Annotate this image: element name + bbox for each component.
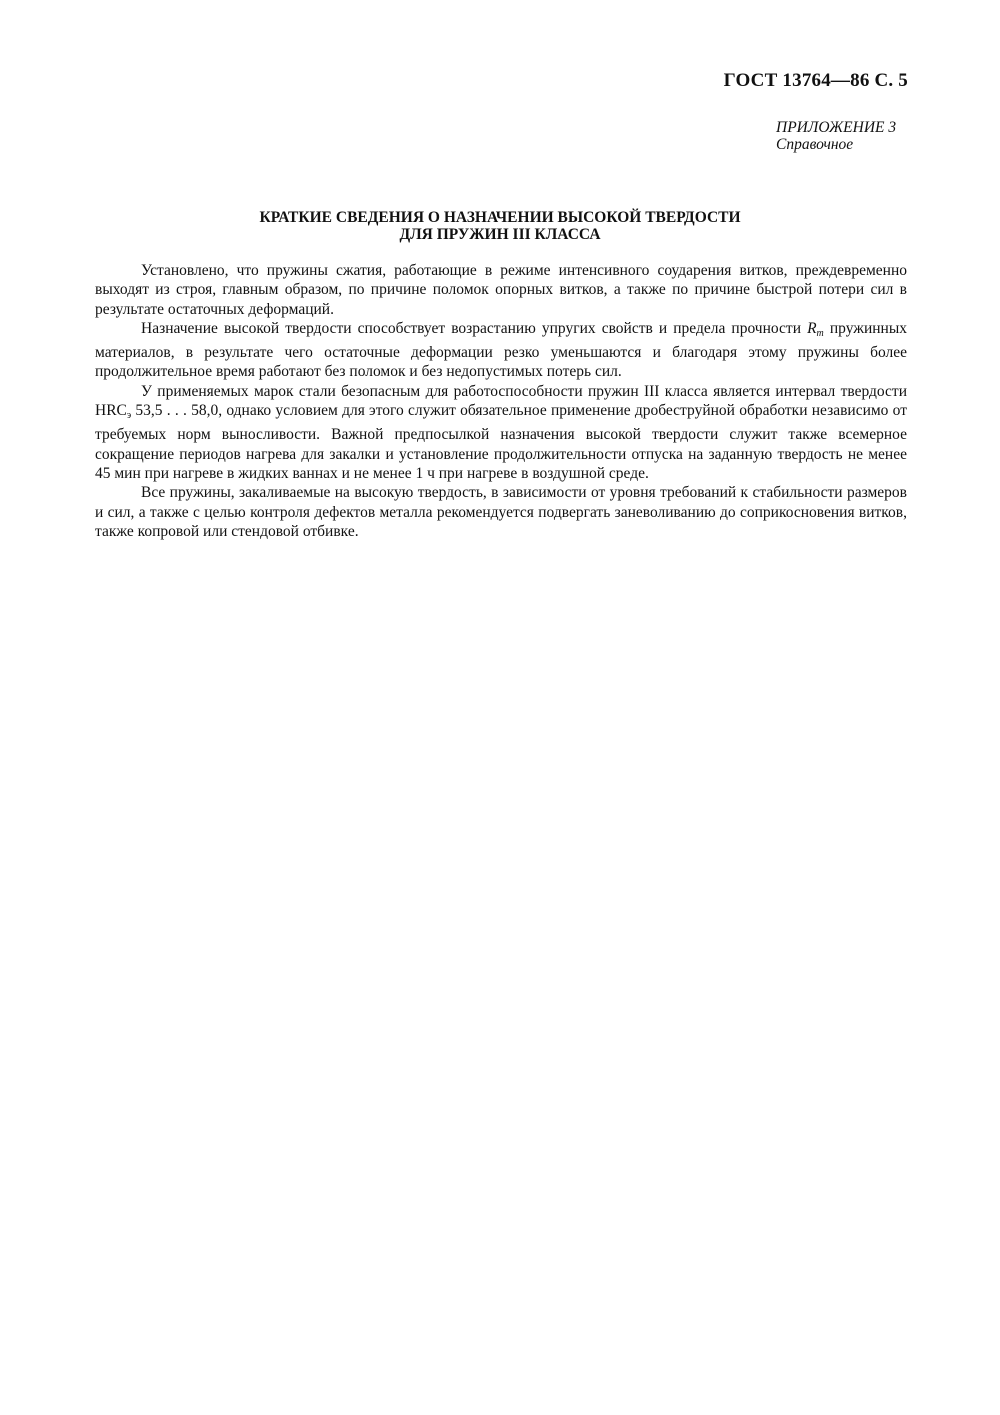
section-title-line-2: ДЛЯ ПРУЖИН III КЛАССА: [399, 226, 601, 243]
paragraph-1: Установлено, что пружины сжатия, работающие в режиме интенсивного соударения витков, преждевременно выходят из строя, главным образом, по причине поломок опорных витков, а также по причине быстрой потери сил в результате остаточных деформаций.: [95, 262, 907, 318]
paragraph-3-rest: 53,5 . . . 58,0, однако условием для этого служит обязательное применение дробеструйной обработки независимо от требуемых норм выносливости. Важной предпосылкой назначения высокой твердости служит также всемерное сокращение периодов нагрева для закалки и установление продолжительности отпуска на заданную твердость не менее 45 мин при нагреве в жидких ваннах и не менее 1 ч при нагреве в воздушной среде.: [95, 402, 907, 482]
tensile-strength-symbol: [807, 320, 824, 337]
paragraph-2-rest: пружинных материалов, в результате чего остаточные деформации резко уменьшаются и благодаря этому пружины более продолжительное время работают без поломок и без недопустимых потерь сил.: [95, 319, 908, 381]
paragraph-3-lead: У применяемых марок стали безопасным для работоспособности пружин III класса является интервал твердости HRC: [95, 382, 907, 420]
paragraph-3: [95, 382, 907, 483]
paragraph-2-lead: Назначение высокой твердости способствует возрастанию упругих свойств и предела прочности: [141, 319, 801, 337]
hrc-subscript: э: [126, 410, 132, 422]
body-text: [95, 261, 907, 541]
appendix-label: ПРИЛОЖЕНИЕ 3: [776, 119, 897, 136]
tensile-strength-letter: R: [807, 319, 817, 337]
paragraph-2: [95, 319, 907, 382]
section-title: [0, 209, 1000, 243]
appendix-type: Справочное: [776, 136, 854, 153]
appendix-block: [776, 119, 896, 153]
section-title-line-1: КРАТКИЕ СВЕДЕНИЯ О НАЗНАЧЕНИИ ВЫСОКОЙ ТВЕРДОСТИ: [259, 209, 741, 226]
paragraph-4: Все пружины, закаливаемые на высокую твердость, в зависимости от уровня требований к стабильности размеров и сил, а также с целью контроля дефектов металла рекомендуется подвергать заневоливанию до соприкосновения витков, также копровой или стендовой отбивке.: [95, 484, 907, 540]
document-reference: ГОСТ 13764—86 С. 5: [723, 70, 908, 91]
tensile-strength-subscript: m: [816, 327, 824, 339]
